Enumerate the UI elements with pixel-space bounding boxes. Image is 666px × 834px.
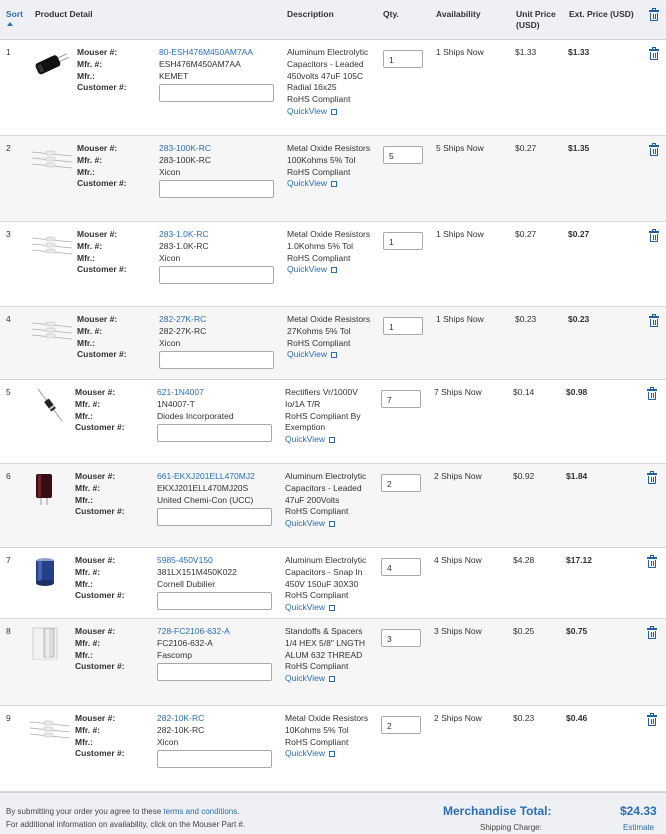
availability-text: Ships Now: [441, 713, 482, 723]
trash-icon[interactable]: [649, 48, 659, 60]
extended-price: $0.46: [566, 713, 588, 723]
part-values: [159, 229, 209, 264]
product-thumbnail[interactable]: [30, 555, 70, 589]
description-line: Aluminum Electrolytic: [285, 555, 367, 565]
quickview-label: QuickView: [285, 518, 325, 529]
trash-icon[interactable]: [647, 714, 657, 726]
mouser-label: Mouser #:: [75, 555, 116, 565]
description-line: 47uF 200Volts: [285, 494, 340, 505]
customer-part-input[interactable]: [159, 180, 274, 198]
part-values: [159, 47, 253, 82]
availability-text: Ships Now: [443, 314, 484, 324]
manufacturer-name: Diodes Incorporated: [157, 410, 234, 421]
quantity-input[interactable]: 2: [381, 474, 421, 492]
unit-price-header-line2: (USD): [516, 20, 540, 30]
shipping-estimate-link[interactable]: Estimate: [623, 823, 655, 832]
mfr-label: Mfr.:: [75, 736, 93, 747]
mfr-label: Mfr.:: [77, 166, 95, 177]
external-link-icon: [331, 352, 337, 358]
description-cell: [285, 626, 365, 685]
cart-footer: [0, 792, 666, 834]
product-thumbnail[interactable]: [30, 713, 70, 747]
description-line: Metal Oxide Resistors: [287, 314, 371, 324]
cart-row: [0, 307, 666, 380]
part-values: [159, 143, 211, 178]
customer-label: Customer #:: [75, 422, 125, 433]
mfr-label: Mfr.:: [75, 494, 93, 505]
mouser-label: Mouser #:: [75, 626, 116, 636]
description-line: 1.0Kohms 5% Tol: [287, 240, 353, 251]
mfr-part-label: Mfr. #:: [77, 240, 103, 251]
description-cell: [285, 387, 361, 446]
shipping-charge-label: Shipping Charge:: [480, 823, 542, 832]
availability-cell: [434, 555, 482, 567]
mouser-part-link[interactable]: 621-1N4007: [157, 387, 204, 397]
description-line: Aluminum Electrolytic: [287, 47, 369, 57]
manufacturer-name: Xicon: [157, 736, 179, 747]
quantity-input[interactable]: 7: [381, 390, 421, 408]
part-values: [157, 713, 204, 748]
quantity-input[interactable]: 4: [381, 558, 421, 576]
field-labels: [75, 555, 125, 602]
part-values: [157, 471, 255, 506]
description-line: RoHS Compliant: [285, 736, 349, 747]
row-number: 4: [6, 314, 11, 324]
field-labels: [75, 471, 125, 518]
availability-text: Ships Now: [441, 471, 482, 481]
description-line: Io/1A T/R: [285, 398, 321, 409]
availability-count: 5: [436, 143, 441, 153]
quantity-input[interactable]: 1: [383, 317, 423, 335]
description-line: ALUM 632 THREAD: [285, 649, 363, 660]
customer-part-input[interactable]: [157, 663, 272, 681]
external-link-icon: [331, 109, 337, 115]
unit-price: $0.23: [515, 314, 537, 324]
product-thumbnail[interactable]: [30, 471, 70, 505]
cart-row: [0, 380, 666, 464]
quickview-link[interactable]: [285, 434, 361, 446]
availability-text: Ships Now: [441, 626, 482, 636]
customer-part-input[interactable]: [159, 266, 274, 284]
manufacturer-name: KEMET: [159, 70, 189, 81]
customer-label: Customer #:: [75, 661, 125, 672]
trash-icon[interactable]: [647, 556, 657, 568]
field-labels: [77, 229, 127, 276]
quickview-link[interactable]: [287, 349, 370, 361]
description-line: RoHS Compliant: [287, 166, 351, 177]
external-link-icon: [329, 676, 335, 682]
description-line: Standoffs & Spacers: [285, 626, 363, 636]
availability-header: Availability: [436, 9, 481, 19]
quickview-link[interactable]: [287, 178, 370, 190]
customer-label: Customer #:: [77, 349, 127, 360]
availability-cell: [434, 471, 482, 483]
availability-text: Ships Now: [441, 387, 482, 397]
description-cell: [287, 143, 370, 190]
customer-label: Customer #:: [77, 82, 127, 93]
row-number: 8: [6, 626, 11, 636]
mfr-part-label: Mfr. #:: [77, 325, 103, 336]
terms-note: [6, 807, 239, 816]
extended-price: $17.12: [566, 555, 592, 565]
availability-count: 2: [434, 713, 439, 723]
cart-row: [0, 619, 666, 706]
product-thumbnail[interactable]: [30, 387, 70, 421]
product-thumbnail[interactable]: [32, 143, 72, 177]
field-labels: [77, 143, 127, 190]
description-cell: [285, 471, 366, 530]
extended-price: $0.23: [568, 314, 590, 324]
availability-count: 1: [436, 47, 441, 57]
field-labels: [75, 626, 125, 673]
mfr-label: Mfr.:: [77, 337, 95, 348]
terms-link[interactable]: terms and conditions: [163, 807, 238, 816]
description-line: Aluminum Electrolytic: [285, 471, 367, 481]
description-line: RoHS Compliant: [287, 94, 351, 105]
customer-part-input[interactable]: [157, 508, 272, 526]
cart-row: [0, 222, 666, 307]
product-thumbnail[interactable]: [32, 314, 72, 348]
availability-count: 4: [434, 555, 439, 565]
external-link-icon: [329, 521, 335, 527]
description-line: 100Kohms 5% Tol: [287, 154, 356, 165]
external-link-icon: [331, 267, 337, 273]
extended-price: $1.35: [568, 143, 590, 153]
part-values: [157, 626, 230, 661]
mouser-part-link[interactable]: 283-100K-RC: [159, 143, 211, 153]
merchandise-total-label: Merchandise Total:: [443, 804, 552, 818]
description-line: 27Kohms 5% Tol: [287, 325, 351, 336]
customer-part-input[interactable]: [157, 424, 272, 442]
customer-label: Customer #:: [75, 748, 125, 759]
quickview-label: QuickView: [287, 349, 327, 360]
mouser-label: Mouser #:: [77, 229, 118, 239]
quickview-link[interactable]: [287, 106, 368, 118]
row-number: 2: [6, 143, 11, 153]
merchandise-total-value: $24.33: [620, 804, 657, 818]
unit-price: $4.28: [513, 555, 535, 565]
quantity-input[interactable]: 5: [383, 146, 423, 164]
product-detail-header: Product Detail: [35, 9, 93, 19]
product-thumbnail[interactable]: [30, 626, 70, 660]
mfr-part-number: 283-1.0K-RC: [159, 240, 209, 251]
customer-part-input[interactable]: [157, 750, 272, 768]
extended-price: $1.33: [568, 47, 590, 57]
availability-cell: [436, 314, 484, 326]
availability-count: 7: [434, 387, 439, 397]
customer-label: Customer #:: [75, 590, 125, 601]
description-cell: [285, 713, 368, 760]
description-line: RoHS Compliant By: [285, 410, 361, 421]
field-labels: [75, 387, 125, 434]
trash-icon[interactable]: [649, 315, 659, 327]
row-number: 9: [6, 713, 11, 723]
description-cell: [287, 47, 368, 118]
description-line: Exemption: [285, 422, 326, 433]
manufacturer-name: Fascomp: [157, 649, 192, 660]
quantity-input[interactable]: 3: [381, 629, 421, 647]
mouser-label: Mouser #:: [75, 713, 116, 723]
quickview-link[interactable]: [287, 264, 370, 276]
quickview-label: QuickView: [285, 434, 325, 445]
unit-price: $1.33: [515, 47, 537, 57]
sort-column-header[interactable]: Sort: [6, 9, 23, 19]
quickview-link[interactable]: [285, 602, 366, 614]
description-cell: [287, 314, 370, 361]
mouser-part-link[interactable]: 661-EKXJ201ELL470MJ2: [157, 471, 255, 481]
cart-row: [0, 40, 666, 136]
description-line: Rectifiers Vr/1000V: [285, 387, 358, 397]
quickview-label: QuickView: [287, 105, 327, 116]
availability-note: For additional information on availability, click on the Mouser Part #.: [6, 820, 246, 829]
field-labels: [75, 713, 125, 760]
unit-price: $0.23: [513, 713, 535, 723]
mouser-label: Mouser #:: [75, 471, 116, 481]
product-thumbnail[interactable]: [32, 229, 72, 263]
description-line: Metal Oxide Resistors: [287, 143, 371, 153]
mfr-label: Mfr.:: [75, 649, 93, 660]
qty-header: Qty.: [383, 9, 399, 19]
quickview-label: QuickView: [285, 748, 325, 759]
mfr-label: Mfr.:: [75, 410, 93, 421]
product-thumbnail[interactable]: [32, 47, 72, 81]
mouser-label: Mouser #:: [75, 387, 116, 397]
quickview-link[interactable]: [285, 673, 365, 685]
customer-label: Customer #:: [77, 264, 127, 275]
quickview-label: QuickView: [285, 602, 325, 613]
trash-icon[interactable]: [649, 144, 659, 156]
description-line: 450V 150uF 30X30: [285, 578, 359, 589]
customer-label: Customer #:: [77, 178, 127, 189]
row-number: 1: [6, 47, 11, 57]
mouser-part-link[interactable]: 283-1.0K-RC: [159, 229, 209, 239]
external-link-icon: [331, 181, 337, 187]
availability-cell: [434, 626, 482, 638]
mfr-part-label: Mfr. #:: [75, 482, 101, 493]
cart-row: [0, 136, 666, 222]
mfr-part-number: 381LX151M450K022: [157, 566, 237, 577]
quickview-label: QuickView: [287, 264, 327, 275]
availability-cell: [436, 47, 484, 59]
extended-price: $0.27: [568, 229, 590, 239]
trash-icon[interactable]: [649, 230, 659, 242]
row-number: 6: [6, 471, 11, 481]
unit-price: $0.92: [513, 471, 535, 481]
customer-label: Customer #:: [75, 506, 125, 517]
ext-price-header: Ext. Price (USD): [569, 9, 634, 19]
description-line: RoHS Compliant: [287, 337, 351, 348]
description-line: RoHS Compliant: [287, 252, 351, 263]
description-line: Capacitors - Leaded: [285, 482, 362, 493]
mfr-part-number: 282-10K-RC: [157, 724, 205, 735]
mouser-label: Mouser #:: [77, 47, 118, 57]
mfr-part-label: Mfr. #:: [77, 154, 103, 165]
extended-price: $1.84: [566, 471, 588, 481]
mfr-label: Mfr.:: [77, 252, 95, 263]
quantity-input[interactable]: 2: [381, 716, 421, 734]
availability-cell: [434, 713, 482, 725]
row-number: 7: [6, 555, 11, 565]
description-line: Radial 16x25: [287, 82, 337, 93]
mfr-part-label: Mfr. #:: [77, 58, 103, 69]
part-values: [159, 314, 206, 349]
cart-row: [0, 548, 666, 619]
mouser-part-link[interactable]: 282-10K-RC: [157, 713, 205, 723]
description-line: 10Kohms 5% Tol: [285, 724, 349, 735]
availability-text: Ships Now: [441, 555, 482, 565]
quickview-link[interactable]: [285, 748, 368, 760]
external-link-icon: [329, 751, 335, 757]
mfr-part-label: Mfr. #:: [75, 637, 101, 648]
manufacturer-name: United Chemi-Con (UCC): [157, 494, 254, 505]
quickview-label: QuickView: [287, 178, 327, 189]
part-values: [157, 555, 237, 590]
field-labels: [77, 47, 127, 94]
unit-price-header: [516, 9, 556, 31]
customer-part-input[interactable]: [159, 84, 274, 102]
quantity-input[interactable]: 1: [383, 232, 423, 250]
quickview-label: QuickView: [285, 673, 325, 684]
mouser-label: Mouser #:: [77, 143, 118, 153]
mfr-part-number: EKXJ201ELL470MJ20S: [157, 482, 249, 493]
quickview-link[interactable]: [285, 518, 366, 530]
manufacturer-name: Xicon: [159, 252, 181, 263]
unit-price-header-line1: Unit Price: [516, 9, 556, 19]
description-line: Metal Oxide Resistors: [285, 713, 369, 723]
manufacturer-name: Cornell Dubilier: [157, 578, 216, 589]
mfr-part-number: 1N4007-T: [157, 398, 195, 409]
mouser-label: Mouser #:: [77, 314, 118, 324]
manufacturer-name: Xicon: [159, 166, 181, 177]
mfr-part-label: Mfr. #:: [75, 724, 101, 735]
sort-up-arrow-icon[interactable]: [7, 22, 13, 26]
unit-price: $0.27: [515, 143, 537, 153]
availability-count: 1: [436, 229, 441, 239]
row-number: 5: [6, 387, 11, 397]
description-line: Capacitors - Leaded: [287, 58, 364, 69]
cart-table-header: [0, 0, 666, 40]
mfr-part-label: Mfr. #:: [75, 398, 101, 409]
trash-icon[interactable]: [647, 627, 657, 639]
customer-part-input[interactable]: [159, 351, 274, 369]
availability-count: 3: [434, 626, 439, 636]
quantity-input[interactable]: 1: [383, 50, 423, 68]
terms-note-suffix: .: [237, 807, 240, 816]
cart-row: [0, 464, 666, 548]
trash-icon[interactable]: [649, 9, 659, 21]
external-link-icon: [329, 605, 335, 611]
availability-count: 2: [434, 471, 439, 481]
availability-text: Ships Now: [443, 229, 484, 239]
description-line: 1/4 HEX 5/8" LNGTH: [285, 637, 366, 648]
terms-note-prefix: By submitting your order you agree to these: [6, 807, 164, 816]
description-line: Metal Oxide Resistors: [287, 229, 371, 239]
field-labels: [77, 314, 127, 361]
mouser-part-link[interactable]: 5985-450V150: [157, 555, 213, 565]
trash-icon[interactable]: [647, 388, 657, 400]
description-line: 450volts 47uF 105C: [287, 70, 364, 81]
mouser-part-link[interactable]: 80-ESH476M450AM7AA: [159, 47, 254, 57]
description-cell: [285, 555, 366, 614]
cart-row: [0, 706, 666, 792]
availability-text: Ships Now: [443, 47, 484, 57]
mfr-part-number: 282-27K-RC: [159, 325, 207, 336]
trash-icon[interactable]: [647, 472, 657, 484]
mfr-part-label: Mfr. #:: [75, 566, 101, 577]
external-link-icon: [329, 437, 335, 443]
description-line: Capacitors - Snap In: [285, 566, 363, 577]
description-line: RoHS Compliant: [285, 590, 349, 601]
description-line: RoHS Compliant: [285, 661, 349, 672]
description-line: RoHS Compliant: [285, 506, 349, 517]
unit-price: $0.25: [513, 626, 535, 636]
description-cell: [287, 229, 370, 276]
extended-price: $0.75: [566, 626, 588, 636]
unit-price: $0.14: [513, 387, 535, 397]
availability-cell: [436, 143, 484, 155]
part-values: [157, 387, 234, 422]
availability-cell: [436, 229, 484, 241]
mfr-label: Mfr.:: [75, 578, 93, 589]
mfr-label: Mfr.:: [77, 70, 95, 81]
extended-price: $0.98: [566, 387, 588, 397]
mfr-part-number: FC2106-632-A: [157, 637, 213, 648]
availability-count: 1: [436, 314, 441, 324]
availability-text: Ships Now: [443, 143, 484, 153]
description-header: Description: [287, 9, 334, 19]
mfr-part-number: ESH476M450AM7AA: [159, 58, 241, 69]
mouser-part-link[interactable]: 728-FC2106-632-A: [157, 626, 230, 636]
availability-cell: [434, 387, 482, 399]
row-number: 3: [6, 229, 11, 239]
customer-part-input[interactable]: [157, 592, 272, 610]
unit-price: $0.27: [515, 229, 537, 239]
mouser-part-link[interactable]: 282-27K-RC: [159, 314, 207, 324]
manufacturer-name: Xicon: [159, 337, 181, 348]
mfr-part-number: 283-100K-RC: [159, 154, 211, 165]
